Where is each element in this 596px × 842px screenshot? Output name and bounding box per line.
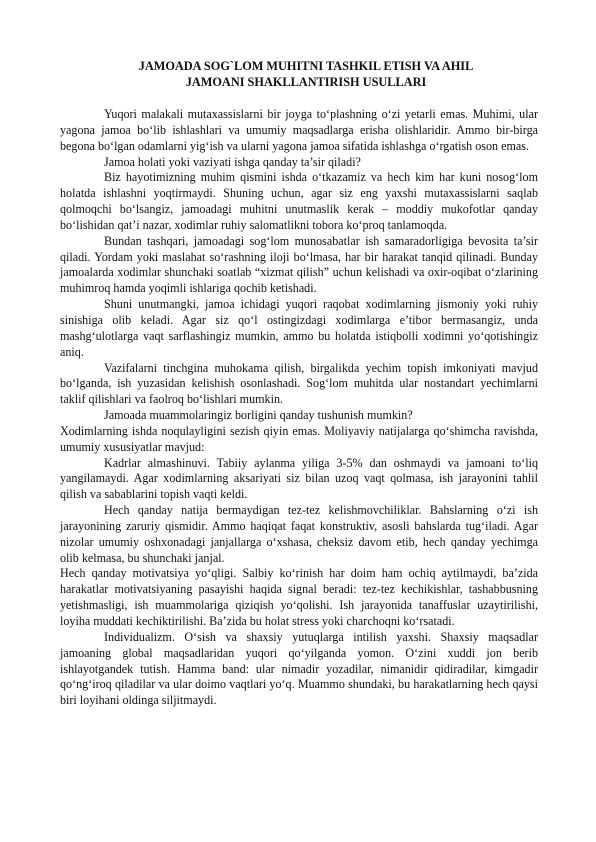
title-line-2: JAMOANI SHAKLLANTIRISH USULLARI <box>185 74 427 89</box>
paragraph: Shuni unutmangki, jamoa ichidagi yuqori raqobat xodimlarning jismoniy yoki ruhiy sinishiga olib keladi. Agar siz qo‘l ostingizdagi xodimlarga e’tibor bermasangiz, unda mashg‘ulotlarga vaqt sarflashingiz mumkin, ammo bu holatda istiqbolli xodimni yo‘qotishingiz aniq. <box>60 297 538 359</box>
paragraph: Xodimlarning ishda noqulayligini sezish qiyin emas. Moliyaviy natijalarga qo‘shimcha ravishda, umumiy xususiyatlar mavjud: <box>60 423 538 454</box>
title-line-1: JAMOADA SOG`LOM MUHITNI TASHKIL ETISH VA AHIL <box>138 59 474 73</box>
paragraph: Hech qanday motivatsiya yo‘qligi. Salbiy ko‘rinish har doim ham ochiq aytilmaydi, ba’zida harakatlar motivatsiyaning pasayishi haqida signal beradi: tez-tez kechikishlar, tashabbusning yetishmasligi, ish muammolariga qiziqish yo‘qolishi. Ish jarayonida tanaffuslar uzaytirilishi, loyiha muddati kechiktirilishi. Ba’zida bu holat stress yoki charchoqni ko‘rsatadi. <box>60 566 538 628</box>
paragraph: Bundan tashqari, jamoadagi sog‘lom munosabatlar ish samaradorligiga bevosita ta’sir qiladi. Yordam yoki maslahat so‘rashning iloji bo‘lmasa, har bir harakat tanqid qilinadi. Bunday jamoalarda xodimlar shunchaki soatlab “xizmat qilish” uchun kelishadi va oxir-oqibat o‘zlarining muhimroq hamda yoqimli ishlariga qochib ketishadi. <box>60 233 538 296</box>
paragraph: Kadrlar almashinuvi. Tabiiy aylanma yiliga 3-5% dan oshmaydi va jamoani to‘liq yangilamaydi. Agar xodimlarning aksariyati siz bilan uzoq vaqt qolmasa, ish jarayonini tahlil qilish va sabablarini topish vaqti keldi. <box>60 455 538 502</box>
paragraph: Individualizm. O‘sish va shaxsiy yutuqlarga intilish yaxshi. Shaxsiy maqsadlar jamoaning global maqsadlaridan yuqori qo‘yilganda yomon. O‘zini xuddi jon berib ishlayotgandek tutish. Hamma band: ular nimadir yozadilar, nimanidir qidiradilar, kimgadir qo‘ng‘iroq qiladilar va ular doimo vaqtlari yo‘q. Muammo shundaki, bu harakatlarning hech qaysi biri loyihani oldinga siljitmaydi. <box>60 629 538 708</box>
paragraph-question: Jamoada muammolaringiz borligini qanday tushunish mumkin? <box>104 408 413 423</box>
document-page <box>60 59 538 709</box>
paragraph: Vazifalarni tinchgina muhokama qilish, birgalikda yechim topish imkoniyati mavjud bo‘lganda, ish yuzasidan kelishish osonlashadi. Sog‘lom muhitda ular nostandart yechimlarni taklif qilishlari va faolroq bo‘lishlari mumkin. <box>60 360 538 407</box>
paragraph: Hech qanday natija bermaydigan tez-tez kelishmovchiliklar. Bahslarning o‘zi ish jarayonining zaruriy qismidir. Ammo haqiqat faqat konstruktiv, asosli bahslarda tug‘iladi. Agar nizolar umumiy oshxonadagi janjallarga o‘xshasa, cheksiz davom etib, hech qanday yechimga olib kelmasa, bu shunchaki janjal. <box>60 503 538 565</box>
paragraph: Biz hayotimizning muhim qismini ishda o‘tkazamiz va hech kim har kuni nosog‘lom holatda ishlashni yoqtirmaydi. Shuning uchun, agar siz eng yaxshi mutaxassislarni saqlab qolmoqchi bo‘lsangiz, jamoadagi muhitni unutmaslik kerak – moddiy mukofotlar qanday bo‘lishidan qat’i nazar, xodimlar ruhiy salomatlikni tobora ko‘proq tanlamoqda. <box>60 170 538 232</box>
paragraph-question: Jamoa holati yoki vaziyati ishga qanday ta’sir qiladi? <box>104 154 361 169</box>
paragraph: Yuqori malakali mutaxassislarni bir joyga to‘plashning o‘zi yetarli emas. Muhimi, ular yagona jamoa bo‘lib ishlashlari va umumiy maqsadlarga erisha olishlaridir. Ammo bir-birga begona bo‘lgan odamlarni yig‘ish va ularni yagona jamoa sifatida ishlashga o‘rgatish oson emas. <box>60 107 538 153</box>
document-title <box>60 59 538 90</box>
